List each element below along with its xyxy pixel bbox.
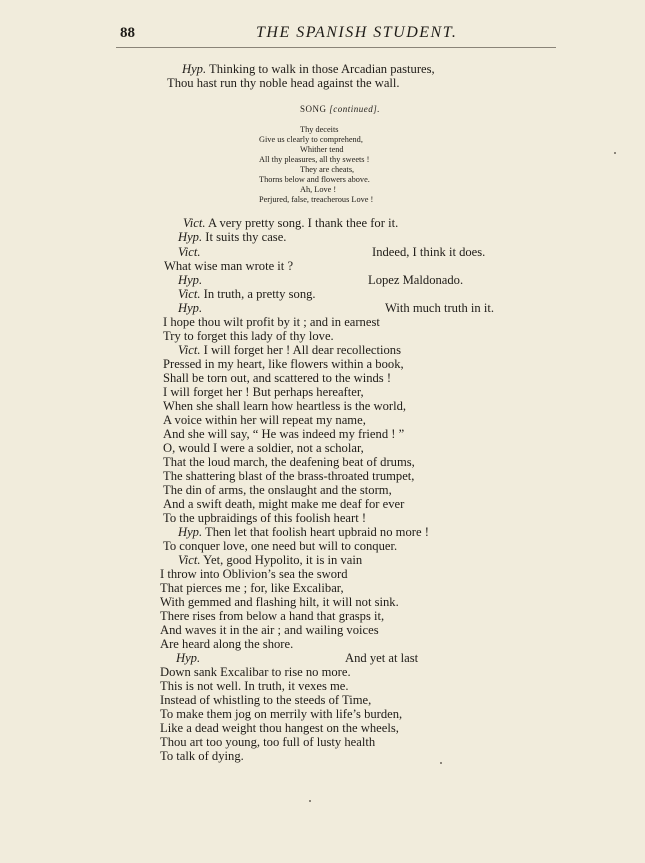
page-number: 88 [120, 25, 135, 41]
song-line: Give us clearly to comprehend, [259, 135, 363, 144]
print-speck [614, 152, 616, 154]
verse-line: There rises from below a hand that grasps it, [160, 609, 385, 623]
verse-line: Down sank Excalibar to rise no more. [160, 665, 351, 679]
song-line: Ah, Love ! [300, 185, 337, 194]
verse-line: Vict. In truth, a pretty song. [178, 287, 316, 301]
verse-line: O, would I were a soldier, not a scholar, [163, 441, 364, 455]
verse-line: Hyp. [178, 273, 203, 287]
verse-line: I hope thou wilt profit by it ; and in earnest [163, 315, 380, 329]
verse-line: This is not well. In truth, it vexes me. [160, 679, 349, 693]
verse-line: When she shall learn how heartless is the world, [163, 399, 407, 413]
song-line: Thorns below and flowers above. [259, 175, 370, 184]
verse-line: With much truth in it. [385, 301, 494, 315]
verse-line: Pressed in my heart, like flowers within a book, [163, 357, 404, 371]
song-line: Whither tend [300, 145, 344, 154]
verse-line: What wise man wrote it ? [164, 259, 294, 273]
verse-line: Thou art too young, too full of lusty health [160, 735, 376, 749]
verse-line: The din of arms, the onslaught and the storm, [163, 483, 392, 497]
verse-line: Hyp. It suits thy case. [178, 230, 287, 244]
print-speck [309, 800, 311, 802]
verse-line: To conquer love, one need but will to conquer. [163, 539, 398, 553]
verse-line: That pierces me ; for, like Excalibar, [160, 581, 344, 595]
verse-line: I will forget her ! But perhaps hereafter, [163, 385, 364, 399]
verse-line: Like a dead weight thou hangest on the wheels, [160, 721, 399, 735]
verse-line: Are heard along the shore. [160, 637, 294, 651]
song-heading: SONG [continued]. [300, 104, 381, 114]
verse-line: Thou hast run thy noble head against the wall. [167, 76, 400, 90]
song-line: They are cheats, [300, 165, 355, 174]
verse-line: And a swift death, might make me deaf for ever [163, 497, 405, 511]
header-rule [116, 47, 556, 48]
verse-line: To talk of dying. [160, 749, 244, 763]
song-line: All thy pleasures, all thy sweets ! [259, 155, 370, 164]
print-speck [440, 762, 442, 764]
verse-line: Vict. Yet, good Hypolito, it is in vain [178, 553, 363, 567]
verse-line: Try to forget this lady of thy love. [163, 329, 334, 343]
verse-line: Indeed, I think it does. [372, 245, 486, 259]
verse-line: And waves it in the air ; and wailing voices [160, 623, 379, 637]
verse-line: Hyp. [176, 651, 201, 665]
verse-line: Hyp. [178, 301, 203, 315]
verse-line: Hyp. Then let that foolish heart upbraid no more ! [178, 525, 429, 539]
verse-line: I throw into Oblivion’s sea the sword [160, 567, 348, 581]
song-line: Thy deceits [300, 125, 339, 134]
verse-line: Instead of whistling to the steeds of Time, [160, 693, 372, 707]
verse-line: To make them jog on merrily with life’s burden, [160, 707, 403, 721]
verse-line: Hyp. Thinking to walk in those Arcadian pastures, [182, 62, 435, 76]
verse-line: Lopez Maldonado. [368, 273, 464, 287]
verse-line: Vict. I will forget her ! All dear recollections [178, 343, 401, 357]
song-line: Perjured, false, treacherous Love ! [259, 195, 374, 204]
verse-line: Shall be torn out, and scattered to the winds ! [163, 371, 392, 385]
verse-line: A voice within her will repeat my name, [163, 413, 366, 427]
verse-line: Vict. [178, 245, 201, 259]
verse-line: To the upbraidings of this foolish heart ! [163, 511, 367, 525]
verse-line: And yet at last [345, 651, 419, 665]
verse-line: And she will say, “ He was indeed my friend ! ” [163, 427, 405, 441]
verse-line: That the loud march, the deafening beat of drums, [163, 455, 415, 469]
running-title: THE SPANISH STUDENT. [256, 24, 458, 41]
verse-line: The shattering blast of the brass-throated trumpet, [163, 469, 415, 483]
verse-line: With gemmed and flashing hilt, it will not sink. [160, 595, 399, 609]
verse-line: Vict. A very pretty song. I thank thee for it. [183, 216, 399, 230]
